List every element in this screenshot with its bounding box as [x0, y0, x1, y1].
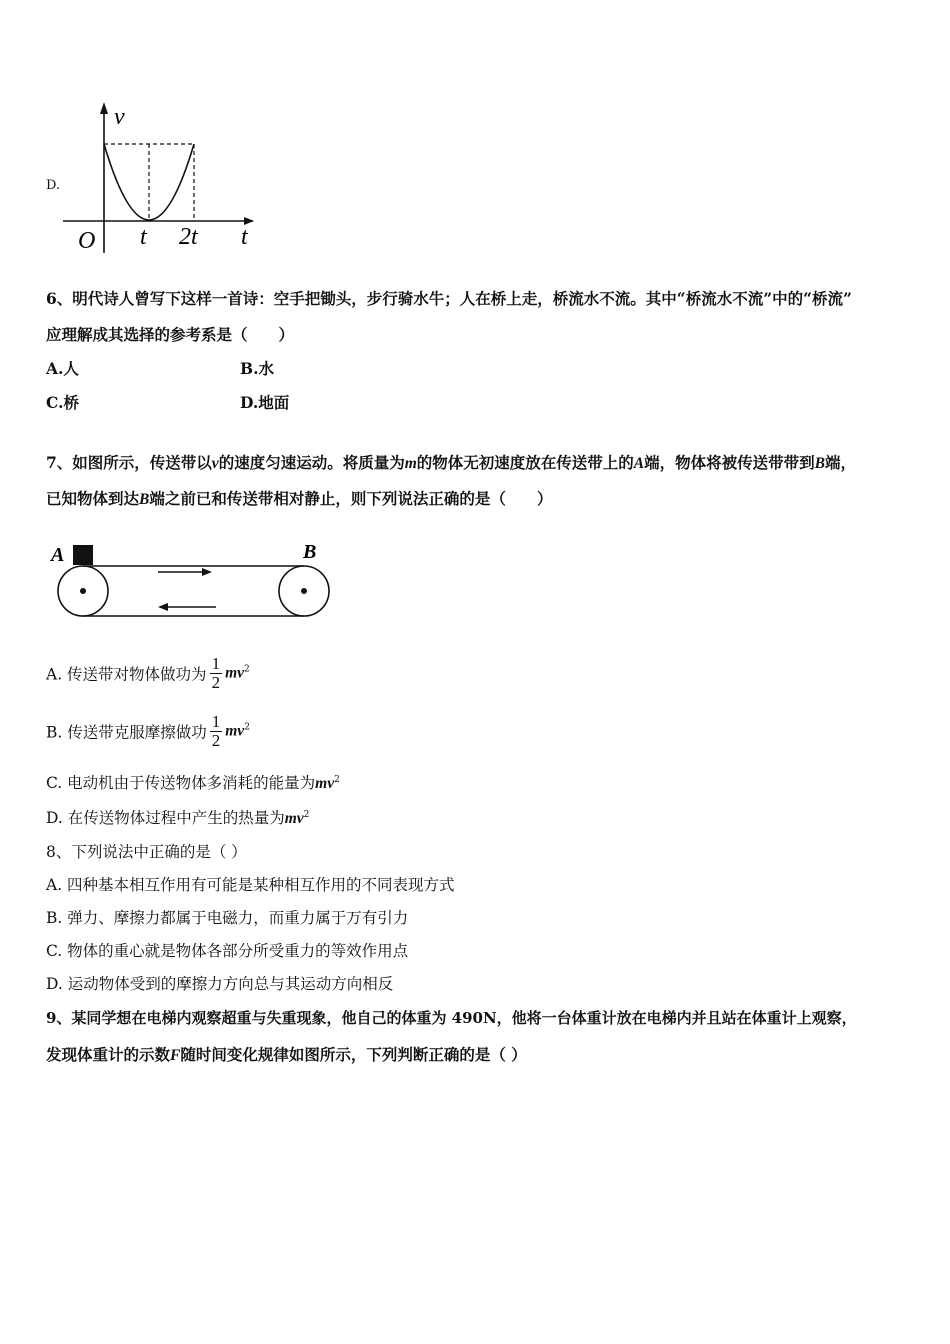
q8-option-c[interactable]: C. 物体的重心就是物体各部分所受重力的等效作用点 — [46, 942, 409, 960]
t-axis-label: t — [241, 224, 248, 250]
fraction-half: $\frac{1}{2}$ — [211, 654, 221, 692]
q7-option-b[interactable]: B. 传送带克服摩擦做功 $\frac{1}{2}$ $mv^2$ — [46, 712, 250, 750]
q6-option-c[interactable]: C.桥 — [46, 393, 79, 412]
origin-label: O — [78, 228, 96, 254]
bottom-arrow-head — [158, 603, 168, 611]
left-pulley-axle — [80, 588, 86, 594]
velocity-time-graph — [58, 98, 268, 258]
q8-option-b[interactable]: B. 弹力、摩擦力都属于电磁力，而重力属于万有引力 — [46, 909, 409, 927]
q7-option-d[interactable]: D. 在传送物体过程中产生的热量为$mv^2$ — [46, 809, 310, 827]
object-block — [73, 545, 93, 565]
top-arrow-head — [202, 568, 212, 576]
q7-option-c[interactable]: C. 电动机由于传送物体多消耗的能量为$mv^2$ — [46, 774, 340, 792]
v-axis-label: v — [114, 104, 125, 130]
q6-option-b[interactable]: B.水 — [240, 359, 274, 378]
q7-stem-line1: 7、如图所示，传送带以v的速度匀速运动。将质量为m的物体无初速度放在传送带上的A端，物体将被传送带带到B端， — [46, 453, 856, 472]
q7-option-a[interactable]: A. 传送带对物体做功为 $\frac{1}{2}$ $mv^2$ — [46, 654, 250, 692]
tick-t-label: t — [140, 224, 147, 250]
conveyor-belt-diagram — [46, 536, 336, 622]
q9-stem-line2: 发现体重计的示数F随时间变化规律如图所示，下列判断正确的是（ ） — [46, 1045, 527, 1064]
q6-option-a[interactable]: A.人 — [46, 359, 79, 378]
label-a: A — [51, 544, 65, 566]
q6-option-d[interactable]: D.地面 — [240, 393, 290, 412]
q7-stem-line2: 已知物体到达B端之前已和传送带相对静止，则下列说法正确的是（ ） — [46, 489, 553, 508]
right-pulley-axle — [301, 588, 307, 594]
q8-option-a[interactable]: A. 四种基本相互作用有可能是某种相互作用的不同表现方式 — [46, 876, 455, 894]
q8-stem: 8、下列说法中正确的是（ ） — [46, 843, 247, 861]
v-axis-arrow — [100, 102, 108, 114]
tick-2t-label: 2t — [179, 224, 198, 250]
q6-stem-line2: 应理解成其选择的参考系是（ ） — [46, 325, 295, 344]
q6-stem-line1: 6、明代诗人曾写下这样一首诗：空手把锄头，步行骑水牛；人在桥上走，桥流水不流。其中“桥流水不流”中的“桥流” — [46, 289, 852, 308]
label-b: B — [303, 541, 317, 563]
option-d-label: D. — [46, 178, 61, 193]
fraction-half: $\frac{1}{2}$ — [211, 712, 221, 750]
q9-stem-line1: 9、某同学想在电梯内观察超重与失重现象，他自己的体重为 490N，他将一台体重计放在电梯内并且站在体重计上观察， — [46, 1009, 857, 1027]
q8-option-d[interactable]: D. 运动物体受到的摩擦力方向总与其运动方向相反 — [46, 975, 394, 993]
